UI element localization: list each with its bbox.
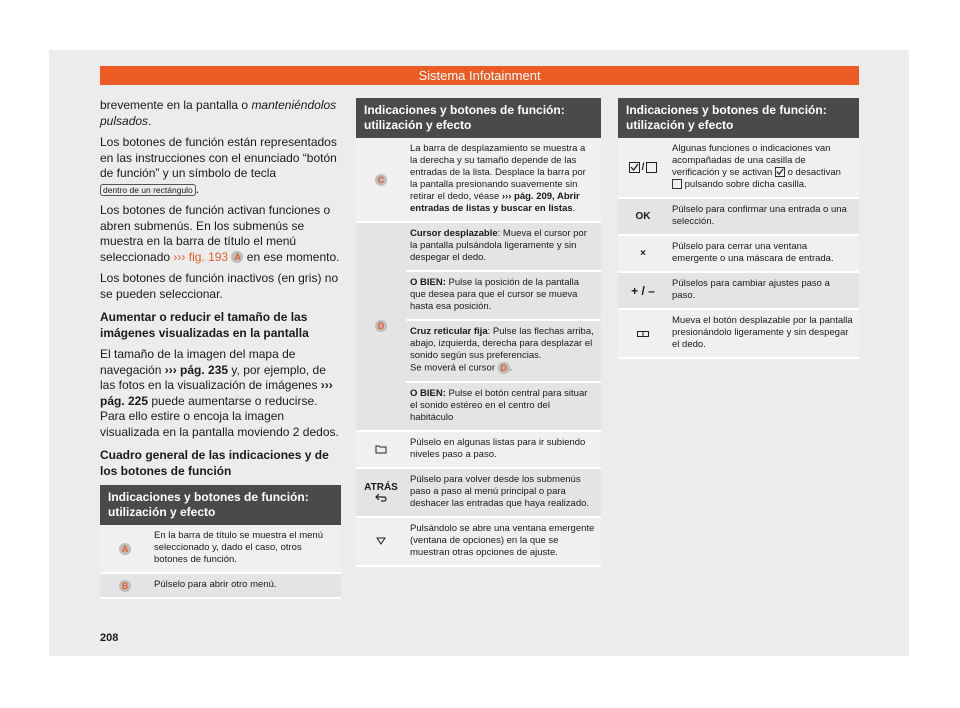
column-2: [356, 98, 601, 567]
table-header: Indicaciones y botones de función: utilización y efecto: [356, 98, 601, 138]
callout-badge: A: [231, 251, 243, 263]
page-reference[interactable]: ››› pág. 225: [100, 378, 333, 408]
callout-badge: D: [375, 320, 387, 332]
callout-badge: A: [119, 543, 131, 555]
row-description: Púlselo en algunas listas para ir subiendo niveles paso a paso.: [410, 436, 586, 460]
table-row: [100, 574, 341, 599]
paragraph: [100, 135, 341, 197]
text: Pulse la posición de la pantalla que desea para que el cursor se mueva hasta esa posición.: [410, 277, 579, 312]
table-row: [618, 199, 859, 236]
section-heading: Aumentar o reducir el tamaño de las imágenes visualizadas en la pantalla: [100, 310, 309, 340]
page-number: 208: [100, 632, 119, 644]
row-key: [356, 223, 406, 430]
text: La barra de desplazamiento se muestra a la derecha y su tamaño depende de las entradas de la lista. Desplace la barra por la pantalla presionando suavemente sin retirar el dedo, véase: [410, 143, 586, 202]
folder-icon[interactable]: [375, 444, 387, 454]
table-row: [618, 310, 859, 359]
table-row: [356, 138, 601, 223]
close-icon[interactable]: ×: [640, 248, 646, 259]
text: y, por ejemplo, de las fotos en la visualización de imágenes: [100, 362, 326, 392]
row-description: Púlselo para volver desde los submenús paso a paso al menú principal o para deshacer las entradas que haya realizado.: [410, 473, 590, 509]
back-label[interactable]: ATRÁS: [364, 482, 398, 494]
row-description: Púlselo para confirmar una entrada o una selección.: [672, 204, 847, 227]
row-description: [406, 223, 601, 270]
bold-text: Cruz reticular fija: [410, 326, 488, 337]
row-description: [406, 381, 601, 430]
page-reference[interactable]: ››› pág. 209, Abrir entradas de listas y buscar en listas: [410, 191, 580, 214]
table-row: [618, 138, 859, 199]
text: .: [195, 181, 200, 196]
text: Se moverá el cursor: [410, 362, 498, 374]
row-description: [406, 138, 601, 221]
table-row: [356, 223, 601, 432]
text: : Mueva el cursor por la pantalla pulsándola ligeramente y sin despegar el dedo.: [410, 228, 587, 263]
table-row: [618, 236, 859, 273]
text: El tamaño de la imagen del mapa de navegación: [100, 347, 296, 377]
text: Los botones de función activan funciones o abren submenús. En los submenús se muestra en la barra de título el menú seleccionado: [100, 203, 331, 264]
slider-icon[interactable]: [637, 330, 649, 338]
text: brevemente en la pantalla o: [100, 98, 252, 112]
paragraph: Los botones de función inactivos (en gris) no se pueden seleccionar.: [100, 271, 339, 301]
table-row: [356, 432, 601, 469]
text: .: [148, 113, 152, 128]
plus-minus-buttons[interactable]: + / –: [631, 283, 655, 298]
ok-button[interactable]: OK: [635, 211, 651, 222]
row-description: [406, 319, 601, 381]
callout-badge: D: [498, 362, 510, 374]
text: .: [572, 203, 576, 214]
table-header: Indicaciones y botones de función: utilización y efecto: [618, 98, 859, 138]
text: en ese momento.: [243, 249, 340, 264]
row-description: Mueva el botón desplazable por la pantalla presionándolo ligeramente y sin despegar el dedo.: [672, 315, 853, 350]
triangle-down-icon[interactable]: [376, 537, 386, 545]
paragraph: [100, 347, 341, 440]
table-header: Indicaciones y botones de función: utilización y efecto: [100, 485, 341, 525]
checkbox-empty-icon: [672, 179, 682, 189]
callout-badge: C: [375, 174, 387, 186]
function-table: [100, 485, 341, 599]
row-subcells: [406, 223, 601, 430]
row-description: [406, 270, 601, 319]
callout-badge: B: [119, 580, 131, 592]
row-key: [356, 469, 406, 516]
text: Los botones de función están representados en las instrucciones con el enunciado “botón de función” y un símbolo de tecla: [100, 135, 337, 180]
bold-text: Cursor desplazable: [410, 228, 498, 239]
row-key: [356, 432, 406, 467]
paragraph: [100, 98, 341, 129]
separator: /: [641, 162, 645, 173]
text: : Pulse las flechas arriba, abajo, izquierda, derecha para desplazar el sonido según sus preferencias.: [410, 326, 594, 361]
text: Algunas funciones o indicaciones van acompañadas de una casilla de verificación y se activan: [672, 143, 831, 178]
row-description: Púlselos para cambiar ajustes paso a paso.: [672, 278, 830, 301]
figure-link[interactable]: ››› fig. 193: [173, 249, 229, 264]
column-3: [618, 98, 859, 359]
row-description: Púlselo para abrir otro menú.: [154, 579, 277, 590]
chapter-header: Sistema Infotainment: [100, 66, 859, 85]
text: pulsando sobre dicha casilla.: [682, 179, 807, 190]
key-symbol: dentro de un rectángulo: [100, 184, 196, 196]
row-description: En la barra de título se muestra el menú seleccionado y, dado el caso, otros botones de función.: [154, 530, 323, 565]
row-key: [356, 138, 406, 221]
checkbox-empty-icon[interactable]: [646, 162, 657, 173]
text: o desactivan: [784, 167, 841, 178]
bold-text: O BIEN:: [410, 387, 446, 399]
italic-text: manteniéndolos pulsados: [100, 98, 337, 128]
row-key: [356, 518, 406, 565]
table-row: [356, 518, 601, 567]
paragraph: [100, 203, 341, 265]
row-key: [618, 138, 668, 197]
checkbox-checked-icon[interactable]: [629, 162, 640, 173]
column-1: [100, 98, 341, 599]
back-arrow-icon[interactable]: [375, 493, 387, 502]
table-row: [100, 525, 341, 574]
row-key: [100, 525, 150, 572]
bold-text: O BIEN:: [410, 277, 446, 288]
row-description: Púlselo para cerrar una ventana emergente o una máscara de entrada.: [672, 241, 834, 264]
table-row: [618, 273, 859, 310]
text: .: [509, 362, 513, 374]
row-key: [618, 310, 668, 357]
page-reference[interactable]: ››› pág. 235: [164, 362, 229, 377]
table-row: [356, 469, 601, 518]
row-description: Pulsándolo se abre una ventana emergente (ventana de opciones) en la que se muestran otras opciones de ajuste.: [410, 522, 595, 558]
row-description: [668, 138, 859, 197]
text: puede aumentarse o reducirse. Para ello estire o encoja la imagen visualizada en la pantalla moviendo 2 dedos.: [100, 393, 339, 439]
text: Pulse el botón central para situar el sonido estéreo en el centro del habitáculo: [410, 387, 588, 423]
checkbox-checked-icon: [775, 167, 785, 177]
row-key: [100, 574, 150, 597]
section-heading: Cuadro general de las indicaciones y de los botones de función: [100, 448, 329, 478]
